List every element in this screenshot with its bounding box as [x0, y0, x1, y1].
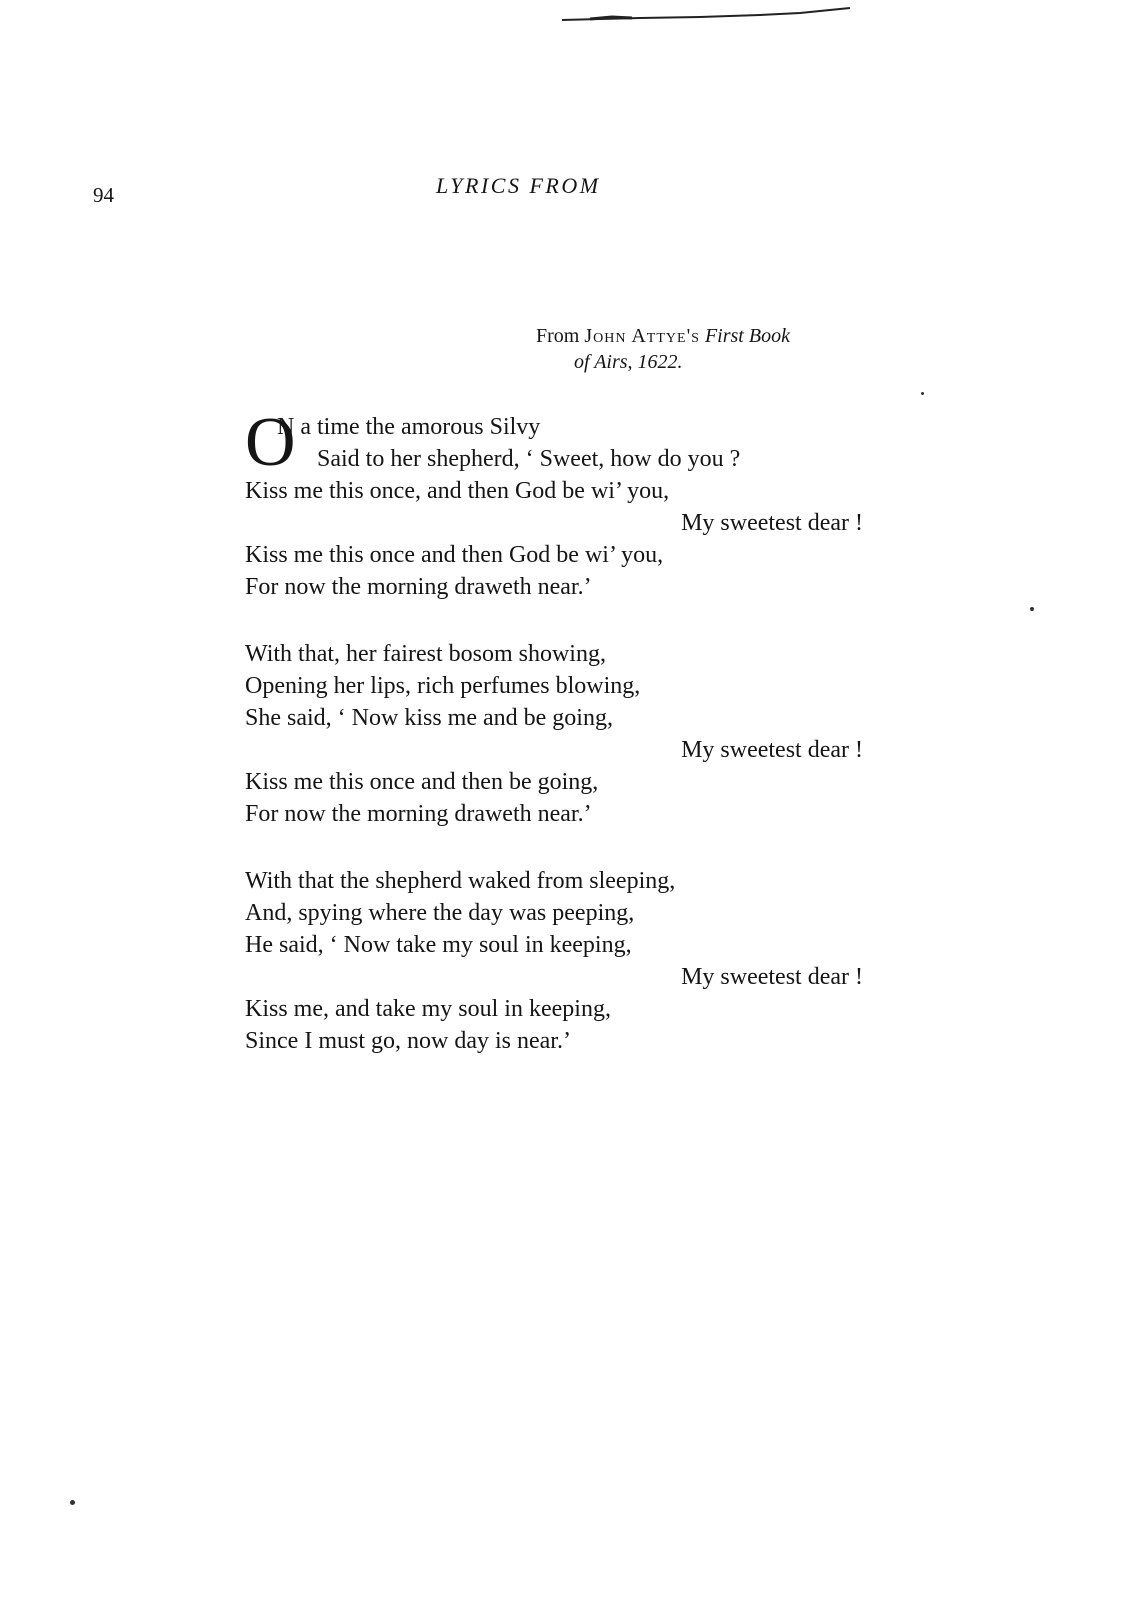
- poem-line: With that, her fairest bosom showing,: [245, 641, 606, 667]
- source-title-part1: First Book: [704, 325, 790, 347]
- poem-line: With that the shepherd waked from sleeping,: [245, 868, 676, 894]
- drop-cap: O: [245, 404, 296, 481]
- stanza-3: [245, 865, 865, 1057]
- poem-line: N a time the amorous Silvy: [277, 414, 541, 440]
- stanza-1: [245, 404, 865, 603]
- source-from: From: [536, 325, 580, 347]
- poem-refrain: My sweetest dear !: [681, 510, 863, 536]
- scan-speck: [1030, 607, 1034, 611]
- poem-line: Kiss me this once and then be going,: [245, 769, 599, 795]
- poem-line: For now the morning draweth near.’: [245, 574, 592, 600]
- source-title-part2: of Airs,: [574, 351, 633, 373]
- poem-refrain: My sweetest dear !: [681, 737, 863, 763]
- page-number: 94: [93, 183, 114, 207]
- source-year: 1622.: [637, 351, 683, 373]
- poem: [245, 404, 865, 1092]
- source-author: John Attye's: [584, 325, 700, 347]
- running-title: LYRICS FROM: [436, 173, 601, 198]
- poem-line: For now the morning draweth near.’: [245, 801, 592, 827]
- stanza-2: [245, 638, 865, 830]
- poem-line: Kiss me this once, and then God be wi’ you,: [245, 478, 670, 504]
- scan-speck: [921, 392, 924, 395]
- poem-line: Kiss me this once and then God be wi’ you,: [245, 542, 664, 568]
- poem-line: Said to her shepherd, ‘ Sweet, how do you ?: [317, 446, 741, 472]
- poem-refrain: My sweetest dear !: [681, 964, 863, 990]
- top-rule-mark: [0, 0, 1122, 40]
- poem-line: He said, ‘ Now take my soul in keeping,: [245, 932, 632, 958]
- poem-line: Opening her lips, rich perfumes blowing,: [245, 673, 641, 699]
- poem-line: Since I must go, now day is near.’: [245, 1028, 571, 1054]
- poem-line: Kiss me, and take my soul in keeping,: [245, 996, 611, 1022]
- source-attribution: [536, 323, 790, 375]
- poem-line: She said, ‘ Now kiss me and be going,: [245, 705, 613, 731]
- poem-line: And, spying where the day was peeping,: [245, 900, 635, 926]
- scan-speck: [70, 1500, 75, 1505]
